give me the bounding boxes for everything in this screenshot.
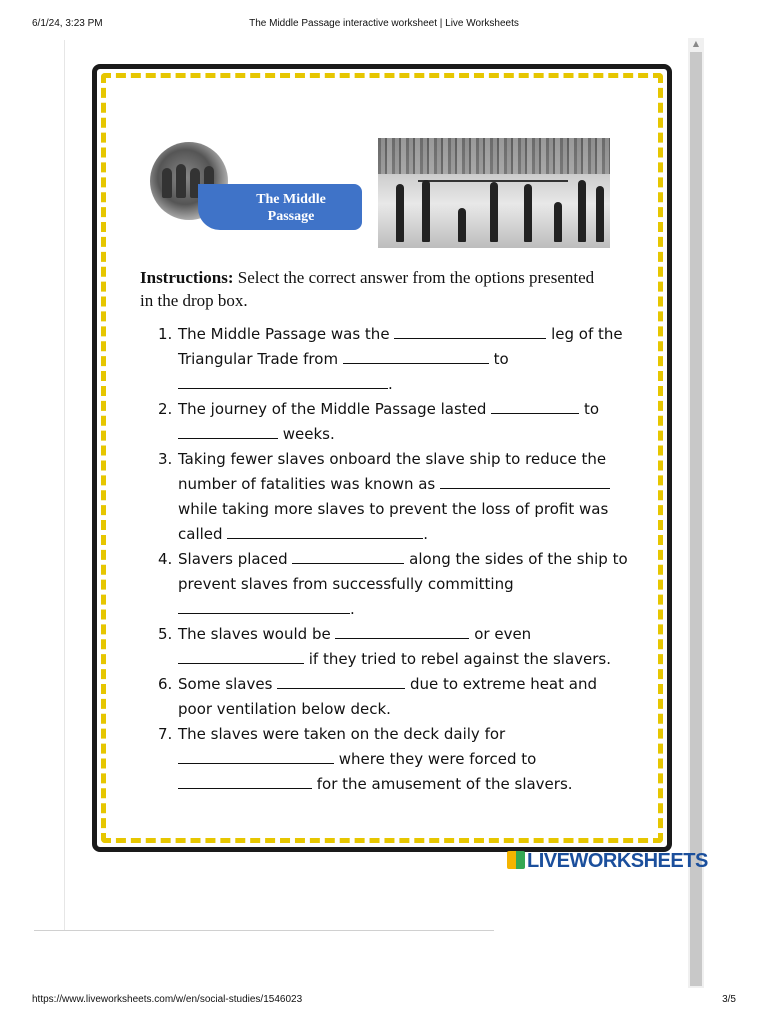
answer-blank-4b[interactable]	[178, 599, 350, 614]
liveworksheets-logo-icon	[507, 851, 525, 869]
liveworksheets-logo-text: LIVEWORKSHEETS	[527, 850, 708, 872]
answer-blank-1b[interactable]	[343, 349, 489, 364]
question-list	[158, 322, 628, 797]
vertical-scrollbar[interactable]	[688, 38, 704, 988]
question-7: 7. The slaves were taken on the deck daily for where they were forced to for the amusement of the slavers.	[158, 725, 573, 793]
print-page-number: 3/5	[722, 994, 736, 1005]
question-1: 1. The Middle Passage was the leg of the Triangular Trade from to .	[158, 325, 623, 393]
banner-title-line2: Passage	[267, 209, 315, 224]
scroll-up-arrow-icon[interactable]: ▲	[692, 39, 700, 48]
question-4: 4. Slavers placed along the sides of the ship to prevent slaves from successfully committing .	[158, 550, 628, 618]
answer-blank-1a[interactable]	[394, 324, 546, 339]
answer-blank-3b[interactable]	[227, 524, 423, 539]
answer-blank-7a[interactable]	[178, 749, 334, 764]
instructions-body: Select the correct answer from the options presented in the drop box.	[140, 268, 595, 310]
answer-blank-5a[interactable]	[335, 624, 469, 639]
print-datetime: 6/1/24, 3:23 PM	[32, 18, 103, 29]
answer-blank-4a[interactable]	[292, 549, 404, 564]
instructions-label: Instructions:	[140, 268, 234, 287]
question-2: 2. The journey of the Middle Passage lasted to weeks.	[158, 400, 600, 443]
answer-blank-2b[interactable]	[178, 424, 278, 439]
answer-blank-1c[interactable]	[178, 374, 388, 389]
slave-caravan-engraving-image	[378, 138, 610, 248]
print-url: https://www.liveworksheets.com/w/en/social-studies/1546023	[32, 994, 303, 1005]
question-3: 3. Taking fewer slaves onboard the slave ship to reduce the number of fatalities was known as while taking more slaves to prevent the loss of profit was called .	[158, 450, 609, 543]
answer-blank-7b[interactable]	[178, 774, 312, 789]
liveworksheets-logo	[507, 850, 708, 874]
instructions-text	[140, 266, 610, 312]
print-page-title: The Middle Passage interactive worksheet | Live Worksheets	[249, 18, 519, 29]
question-6: 6. Some slaves due to extreme heat and poor ventilation below deck.	[158, 675, 597, 718]
question-5: 5. The slaves would be or even if they tried to rebel against the slavers.	[158, 625, 612, 668]
page-divider	[34, 930, 494, 931]
print-footer	[32, 994, 736, 1008]
print-header	[32, 18, 736, 32]
worksheet-title-banner	[198, 184, 362, 230]
answer-blank-2a[interactable]	[491, 399, 579, 414]
answer-blank-6a[interactable]	[277, 674, 405, 689]
answer-blank-3a[interactable]	[440, 474, 610, 489]
banner-title-line1: The Middle	[256, 192, 326, 207]
answer-blank-5b[interactable]	[178, 649, 304, 664]
scrollbar-thumb[interactable]	[690, 52, 702, 986]
